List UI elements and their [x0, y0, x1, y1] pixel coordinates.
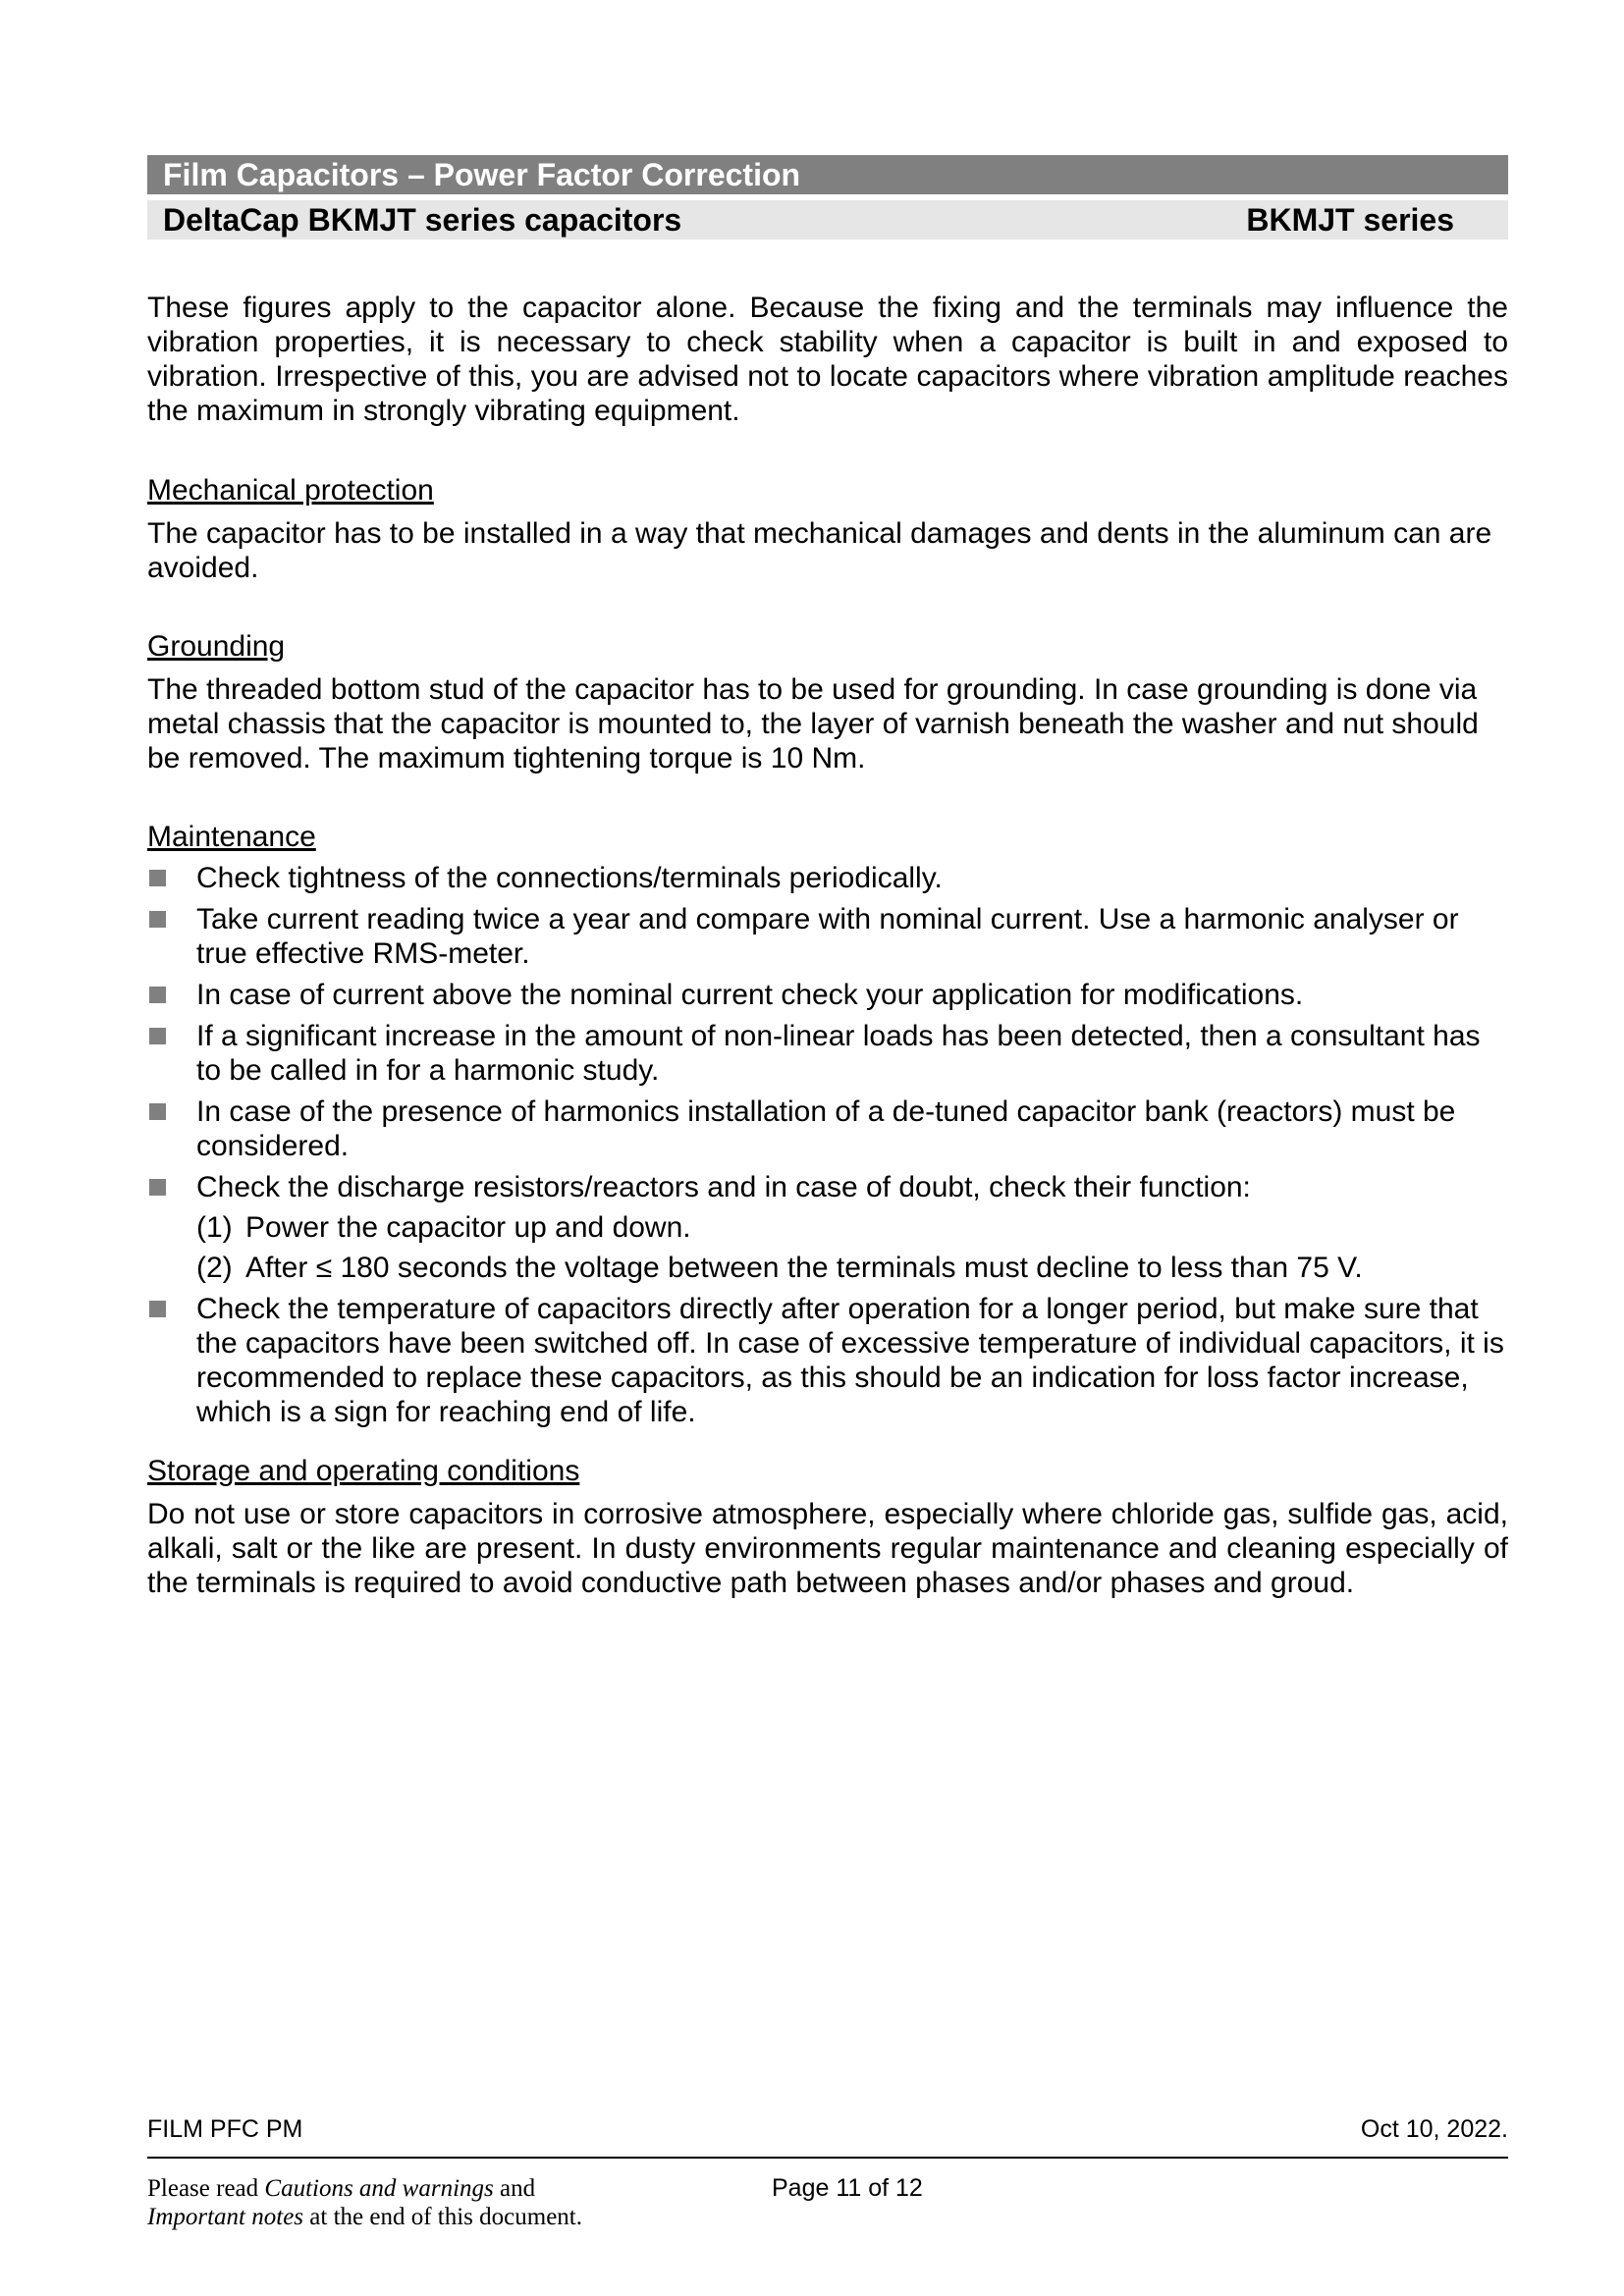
list-item — [147, 978, 1508, 1012]
list-item — [147, 861, 1508, 895]
list-item-text: Check the temperature of capacitors directly after operation for a longer period, but make sure that the capacitors have been switched off. In case of excessive temperature of individual capacitors, it is recommended to replace these capacitors, as this should be an indication for loss factor increase, which is a sign for reaching end of life. — [196, 1293, 1504, 1428]
product-header — [147, 200, 1508, 240]
intro-paragraph: These figures apply to the capacitor alone. Because the fixing and the terminals may influence the vibration properties, it is necessary to check stability when a capacitor is built in and exposed to vibration. Irrespective of this, you are advised not to locate capacitors where vibration amplitude reaches the maximum in strongly vibrating equipment. — [147, 292, 1508, 427]
mechanical-heading: Mechanical protection — [147, 474, 434, 507]
footer-divider — [147, 2157, 1508, 2159]
list-item-text: Check the discharge resistors/reactors and in case of doubt, check their function: — [196, 1171, 1251, 1203]
list-item-text: In case of current above the nominal current check your application for modifications. — [196, 979, 1304, 1011]
list-item-text: Check tightness of the connections/terminals periodically. — [196, 862, 943, 894]
bullet-square-icon — [149, 1028, 166, 1044]
footer-top-line — [147, 2114, 1508, 2144]
list-item — [147, 1095, 1508, 1163]
series-label: BKMJT series — [1246, 202, 1454, 238]
list-item — [147, 1019, 1508, 1088]
note-text: and — [493, 2175, 536, 2202]
note-text: Please read — [147, 2175, 265, 2202]
bullet-square-icon — [149, 1301, 166, 1317]
important-notes-text: Important notes — [147, 2204, 304, 2230]
bullet-square-icon — [149, 1103, 166, 1120]
grounding-heading: Grounding — [147, 630, 286, 663]
bullet-square-icon — [149, 987, 166, 1003]
category-title: Film Capacitors – Power Factor Correction — [163, 157, 801, 192]
note-text: at the end of this document. — [303, 2204, 582, 2230]
bullet-square-icon — [149, 870, 166, 886]
document-date: Oct 10, 2022. — [1360, 2115, 1508, 2143]
maintenance-list — [147, 861, 1508, 1429]
list-item-text: In case of the presence of harmonics installation of a de-tuned capacitor bank (reactors) must be considered. — [196, 1095, 1456, 1162]
discharge-check-steps — [196, 1210, 1508, 1285]
step-number: (2) — [196, 1252, 233, 1284]
product-title: DeltaCap BKMJT series capacitors — [163, 202, 682, 238]
footer-note — [147, 2174, 638, 2231]
document-page — [147, 155, 1508, 1600]
bullet-square-icon — [149, 1179, 166, 1196]
category-header — [147, 155, 1508, 194]
list-item — [147, 1170, 1508, 1285]
mechanical-paragraph: The capacitor has to be installed in a way that mechanical damages and dents in the aluminum can are avoided. — [147, 517, 1492, 584]
page-number: Page 11 of 12 — [772, 2174, 923, 2202]
list-item — [147, 1292, 1508, 1429]
storage-heading: Storage and operating conditions — [147, 1455, 580, 1487]
document-code: FILM PFC PM — [147, 2115, 303, 2143]
list-item-text: Take current reading twice a year and compare with nominal current. Use a harmonic analyser or true effective RMS-meter. — [196, 903, 1459, 970]
maintenance-heading: Maintenance — [147, 821, 316, 853]
cautions-link-text: Cautions and warnings — [264, 2175, 494, 2202]
list-item — [147, 902, 1508, 971]
storage-paragraph: Do not use or store capacitors in corrosive atmosphere, especially where chloride gas, sulfide gas, acid, alkali, salt or the like are present. In dusty environments regular maintenance and cleaning especially of the terminals is required to avoid conductive path between phases and/or phases and groud. — [147, 1498, 1508, 1599]
step-text: After ≤ 180 seconds the voltage between the terminals must decline to less than 75 V. — [245, 1252, 1363, 1284]
step-number: (1) — [196, 1211, 233, 1244]
sub-list-item — [196, 1210, 1508, 1245]
bullet-square-icon — [149, 911, 166, 928]
sub-list-item — [196, 1251, 1508, 1285]
list-item-text: If a significant increase in the amount of non-linear loads has been detected, then a consultant has to be called in for a harmonic study. — [196, 1020, 1481, 1087]
grounding-paragraph: The threaded bottom stud of the capacitor has to be used for grounding. In case grounding is done via metal chassis that the capacitor is mounted to, the layer of varnish beneath the washer and nut should be removed. The maximum tightening torque is 10 Nm. — [147, 673, 1479, 774]
step-text: Power the capacitor up and down. — [245, 1211, 691, 1244]
